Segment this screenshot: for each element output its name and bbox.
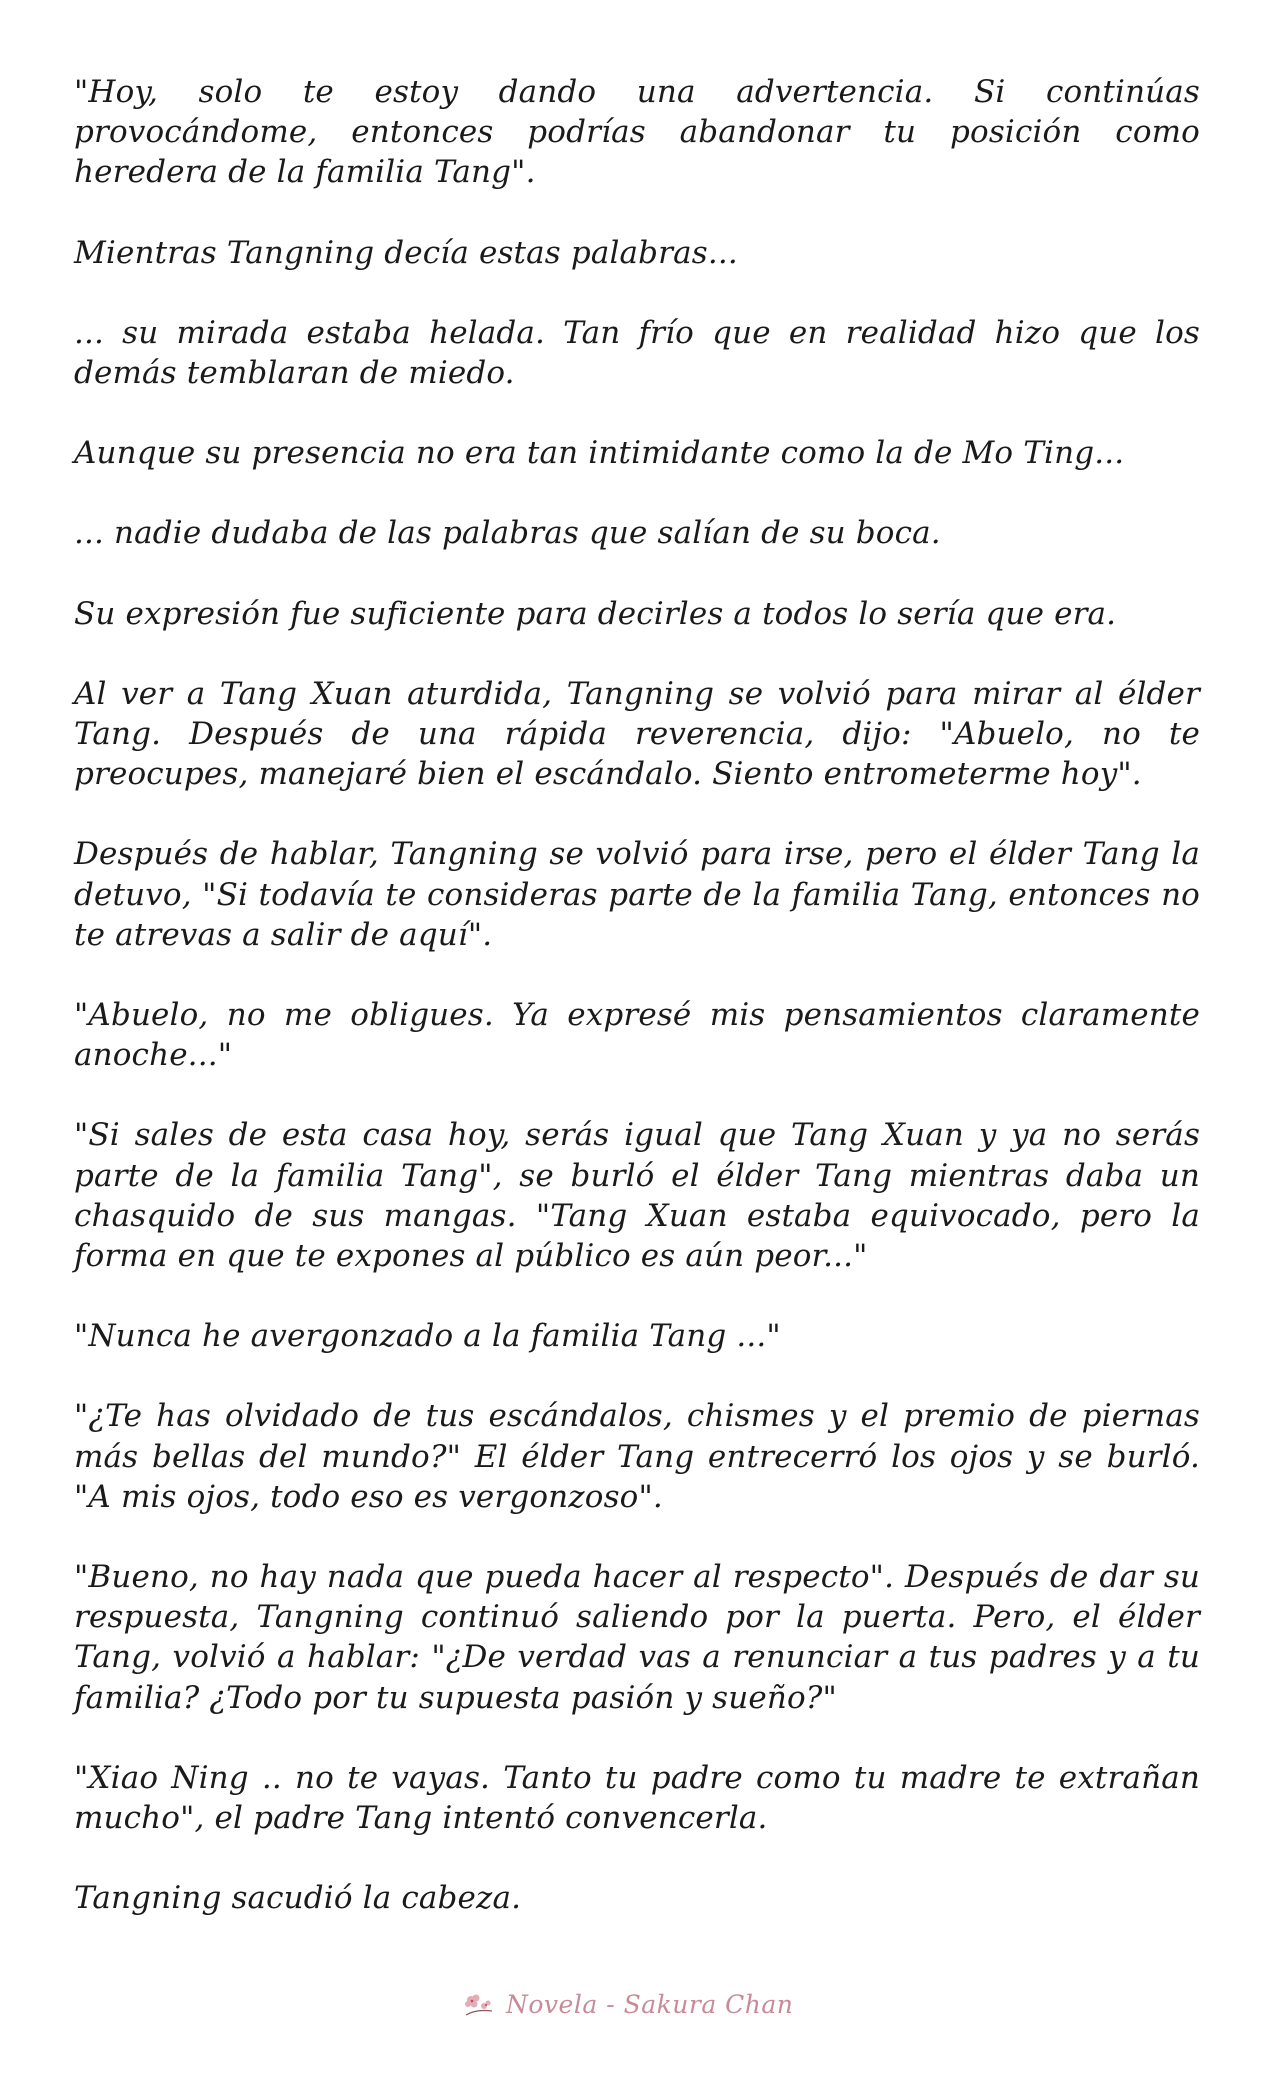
paragraph: "Bueno, no hay nada que pueda hacer al respecto". Después de dar su respuesta, Tangning continuó saliendo por la puerta. Pero, el élder Tang, volvió a hablar: "¿De verdad vas a renunciar a tus padres y a tu familia? ¿Todo por tu supuesta pasión y sueño?" [74, 1559, 1200, 1716]
paragraph: Aunque su presencia no era tan intimidante como la de Mo Ting... [74, 435, 1125, 472]
paragraph: "Hoy, solo te estoy dando una advertencia. Si continúas provocándome, entonces podrías abandonar tu posición como heredera de la familia Tang". [74, 74, 1200, 191]
paragraph: Mientras Tangning decía estas palabras... [74, 234, 738, 271]
watermark-text: Novela - Sakura Chan [506, 1990, 794, 2019]
paragraph: "Xiao Ning .. no te vayas. Tanto tu padre como tu madre te extrañan mucho", el padre Tang intentó convencerla. [74, 1759, 1200, 1837]
paragraph: "¿Te has olvidado de tus escándalos, chismes y el premio de piernas más bellas del mundo?" El élder Tang entrecerró los ojos y se burló. "A mis ojos, todo eso es vergonzoso". [74, 1398, 1200, 1515]
document-body [74, 72, 1200, 1959]
paragraph: "Abuelo, no me obligues. Ya expresé mis pensamientos claramente anoche..." [74, 997, 1200, 1074]
paragraph: ... nadie dudaba de las palabras que salían de su boca. [74, 515, 941, 552]
paragraph: "Si sales de esta casa hoy, serás igual que Tang Xuan y ya no serás parte de la familia Tang", se burló el élder Tang mientras daba un chasquido de sus mangas. "Tang Xuan estaba equivocado, pero la forma en que te expones al público es aún peor..." [74, 1117, 1200, 1275]
paragraph: Su expresión fue suficiente para decirles a todos lo sería que era. [74, 595, 1117, 632]
watermark [462, 1990, 793, 2019]
sakura-flower-icon [462, 1991, 496, 2019]
paragraph: ... su mirada estaba helada. Tan frío que en realidad hizo que los demás temblaran de miedo. [74, 314, 1200, 392]
paragraph: Después de hablar, Tangning se volvió para irse, pero el élder Tang la detuvo, "Si todavía te consideras parte de la familia Tang, entonces no te atrevas a salir de aquí". [74, 836, 1200, 953]
paragraph: "Nunca he avergonzado a la familia Tang ..." [74, 1318, 781, 1355]
paragraph: Tangning sacudió la cabeza. [74, 1880, 522, 1917]
paragraph: Al ver a Tang Xuan aturdida, Tangning se volvió para mirar al élder Tang. Después de una rápida reverencia, dijo: "Abuelo, no te preocupes, manejaré bien el escándalo. Siento entrometerme hoy". [74, 675, 1200, 793]
